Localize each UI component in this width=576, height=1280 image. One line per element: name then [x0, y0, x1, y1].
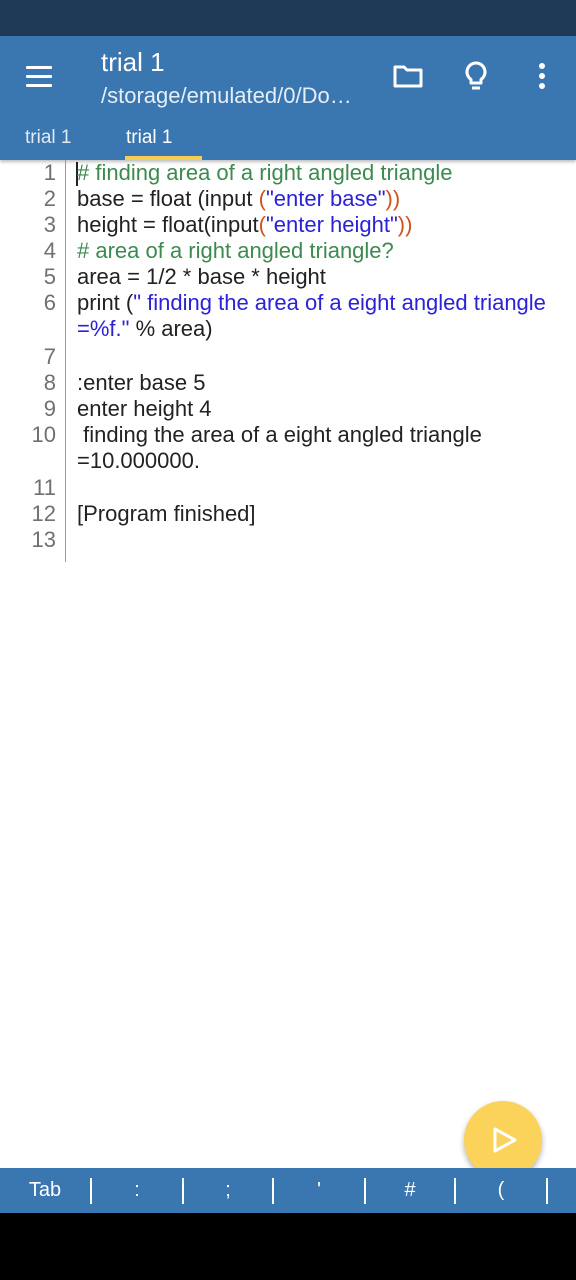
- key-tab[interactable]: Tab: [28, 1179, 62, 1201]
- hamburger-menu-icon[interactable]: [22, 60, 56, 94]
- key-semicolon[interactable]: ;: [225, 1179, 231, 1201]
- line-number: 13: [31, 527, 56, 552]
- file-path: /storage/emulated/0/Do…: [101, 83, 352, 108]
- line-number: 2: [43, 186, 56, 211]
- app-bar: [0, 36, 576, 116]
- line-number: 4: [43, 238, 56, 263]
- line-number: 10: [31, 422, 56, 447]
- code-line-12[interactable]: [Program finished]: [77, 501, 256, 526]
- file-title: trial 1: [101, 47, 165, 77]
- code-line-4[interactable]: # area of a right angled triangle?: [77, 238, 394, 263]
- key-open-paren[interactable]: (: [497, 1179, 505, 1201]
- key-hash[interactable]: #: [404, 1179, 416, 1201]
- system-navigation-bar: [0, 1213, 576, 1280]
- more-options-icon[interactable]: [524, 58, 560, 94]
- line-number-gutter: [0, 160, 66, 562]
- code-line-2[interactable]: base = float (input ("enter base")): [77, 186, 401, 211]
- lightbulb-icon[interactable]: [458, 58, 494, 94]
- code-line-10[interactable]: finding the area of a eight angled triangle =10.000000.: [77, 422, 488, 473]
- line-number: 9: [43, 396, 56, 421]
- key-colon[interactable]: :: [134, 1179, 140, 1201]
- code-line-1[interactable]: # finding area of a right angled triangle: [77, 160, 453, 185]
- line-number: 7: [43, 344, 56, 369]
- line-number: 12: [31, 501, 56, 526]
- line-number: 1: [43, 160, 56, 185]
- folder-icon[interactable]: [390, 58, 426, 94]
- code-line-5[interactable]: area = 1/2 * base * height: [77, 264, 326, 289]
- code-line-3[interactable]: height = float(input("enter height")): [77, 212, 413, 237]
- key-separator: [546, 1178, 548, 1204]
- tab-trial-1-active[interactable]: trial 1: [126, 127, 173, 148]
- code-line-6[interactable]: print (" finding the area of a eight angled triangle =%f." % area): [77, 290, 553, 341]
- tab-trial-1-first[interactable]: trial 1: [25, 127, 72, 148]
- code-line-9[interactable]: enter height 4: [77, 396, 212, 421]
- key-quote[interactable]: ': [317, 1179, 321, 1201]
- file-tab-bar: [0, 116, 576, 160]
- line-number: 5: [43, 264, 56, 289]
- status-bar: [0, 0, 576, 36]
- extra-keys-bar: [0, 1168, 576, 1213]
- code-line-8[interactable]: :enter base 5: [77, 370, 206, 395]
- line-number: 11: [33, 475, 56, 500]
- line-number: 6: [43, 290, 56, 315]
- line-number: 8: [43, 370, 56, 395]
- line-number: 3: [43, 212, 56, 237]
